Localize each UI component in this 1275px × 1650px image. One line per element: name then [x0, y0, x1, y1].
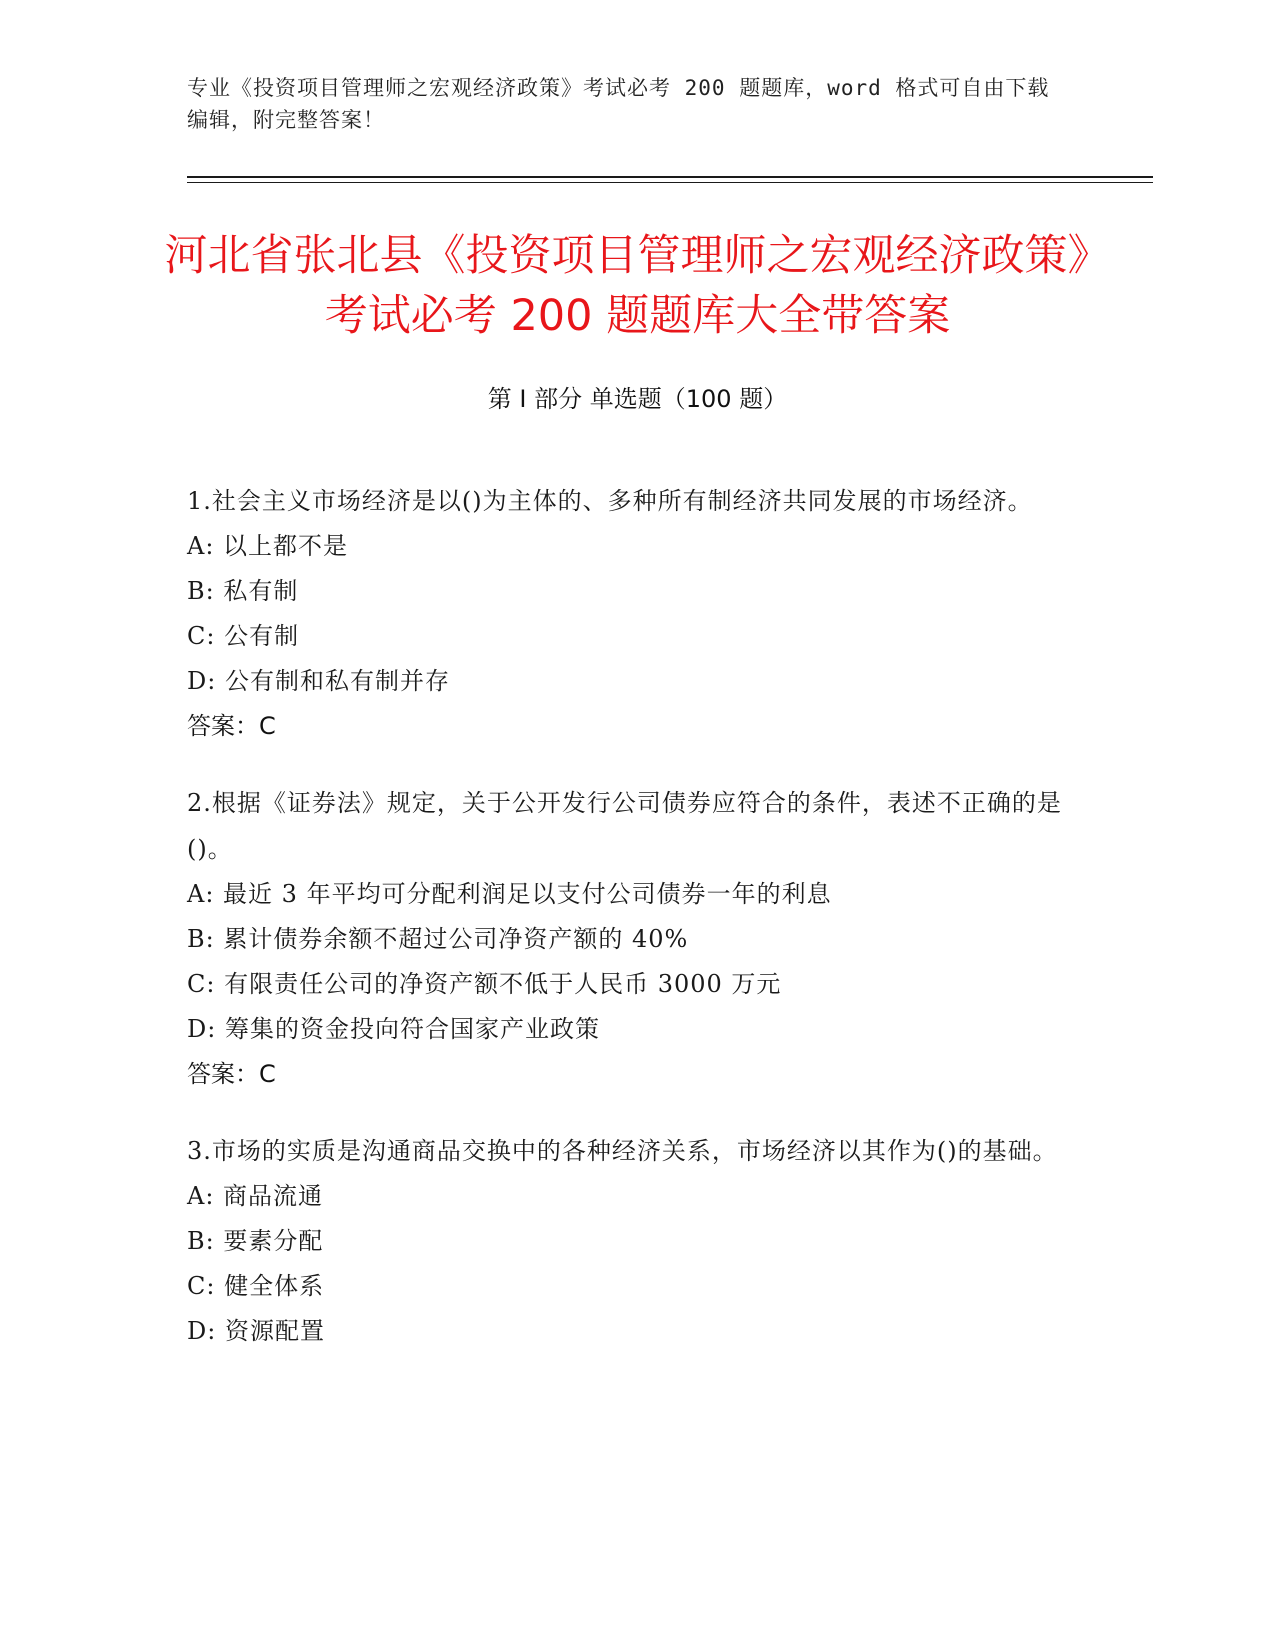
option-b: B: 要素分配: [187, 1227, 324, 1255]
option-d: D: 资源配置: [187, 1317, 325, 1345]
option-a: A: 最近 3 年平均可分配利润足以支付公司债券一年的利息: [187, 880, 832, 908]
question-stem: 3.市场的实质是沟通商品交换中的各种经济关系，市场经济以其作为()的基础。: [187, 1137, 1058, 1165]
header-divider: [187, 176, 1153, 178]
question-item: [187, 780, 1067, 1097]
header-note: 专业《投资项目管理师之宏观经济政策》考试必考 200 题题库，word 格式可自由下载编辑，附完整答案！: [187, 76, 1050, 132]
option-a: A: 以上都不是: [187, 532, 349, 560]
option-b: B: 私有制: [187, 577, 299, 605]
question-list: [187, 478, 1067, 1385]
question-stem: 2.根据《证券法》规定，关于公开发行公司债券应符合的条件，表述不正确的是()。: [187, 789, 1062, 863]
header-divider-thin: [187, 182, 1153, 183]
option-d: D: 公有制和私有制并存: [187, 667, 450, 695]
answer-line: 答案：C: [187, 712, 276, 740]
option-a: A: 商品流通: [187, 1182, 324, 1210]
option-c: C: 有限责任公司的净资产额不低于人民币 3000 万元: [187, 970, 782, 998]
question-item: [187, 1128, 1067, 1354]
section-heading: 第 I 部分 单选题（100 题）: [487, 385, 788, 413]
option-c: C: 公有制: [187, 622, 300, 650]
question-stem: 1.社会主义市场经济是以()为主体的、多种所有制经济共同发展的市场经济。: [187, 487, 1033, 515]
document-title: 河北省张北县《投资项目管理师之宏观经济政策》考试必考 200 题题库大全带答案: [164, 231, 1111, 341]
question-item: [187, 478, 1067, 749]
option-b: B: 累计债券余额不超过公司净资产额的 40%: [187, 925, 689, 953]
option-c: C: 健全体系: [187, 1272, 325, 1300]
option-d: D: 筹集的资金投向符合国家产业政策: [187, 1015, 600, 1043]
answer-line: 答案：C: [187, 1060, 276, 1088]
